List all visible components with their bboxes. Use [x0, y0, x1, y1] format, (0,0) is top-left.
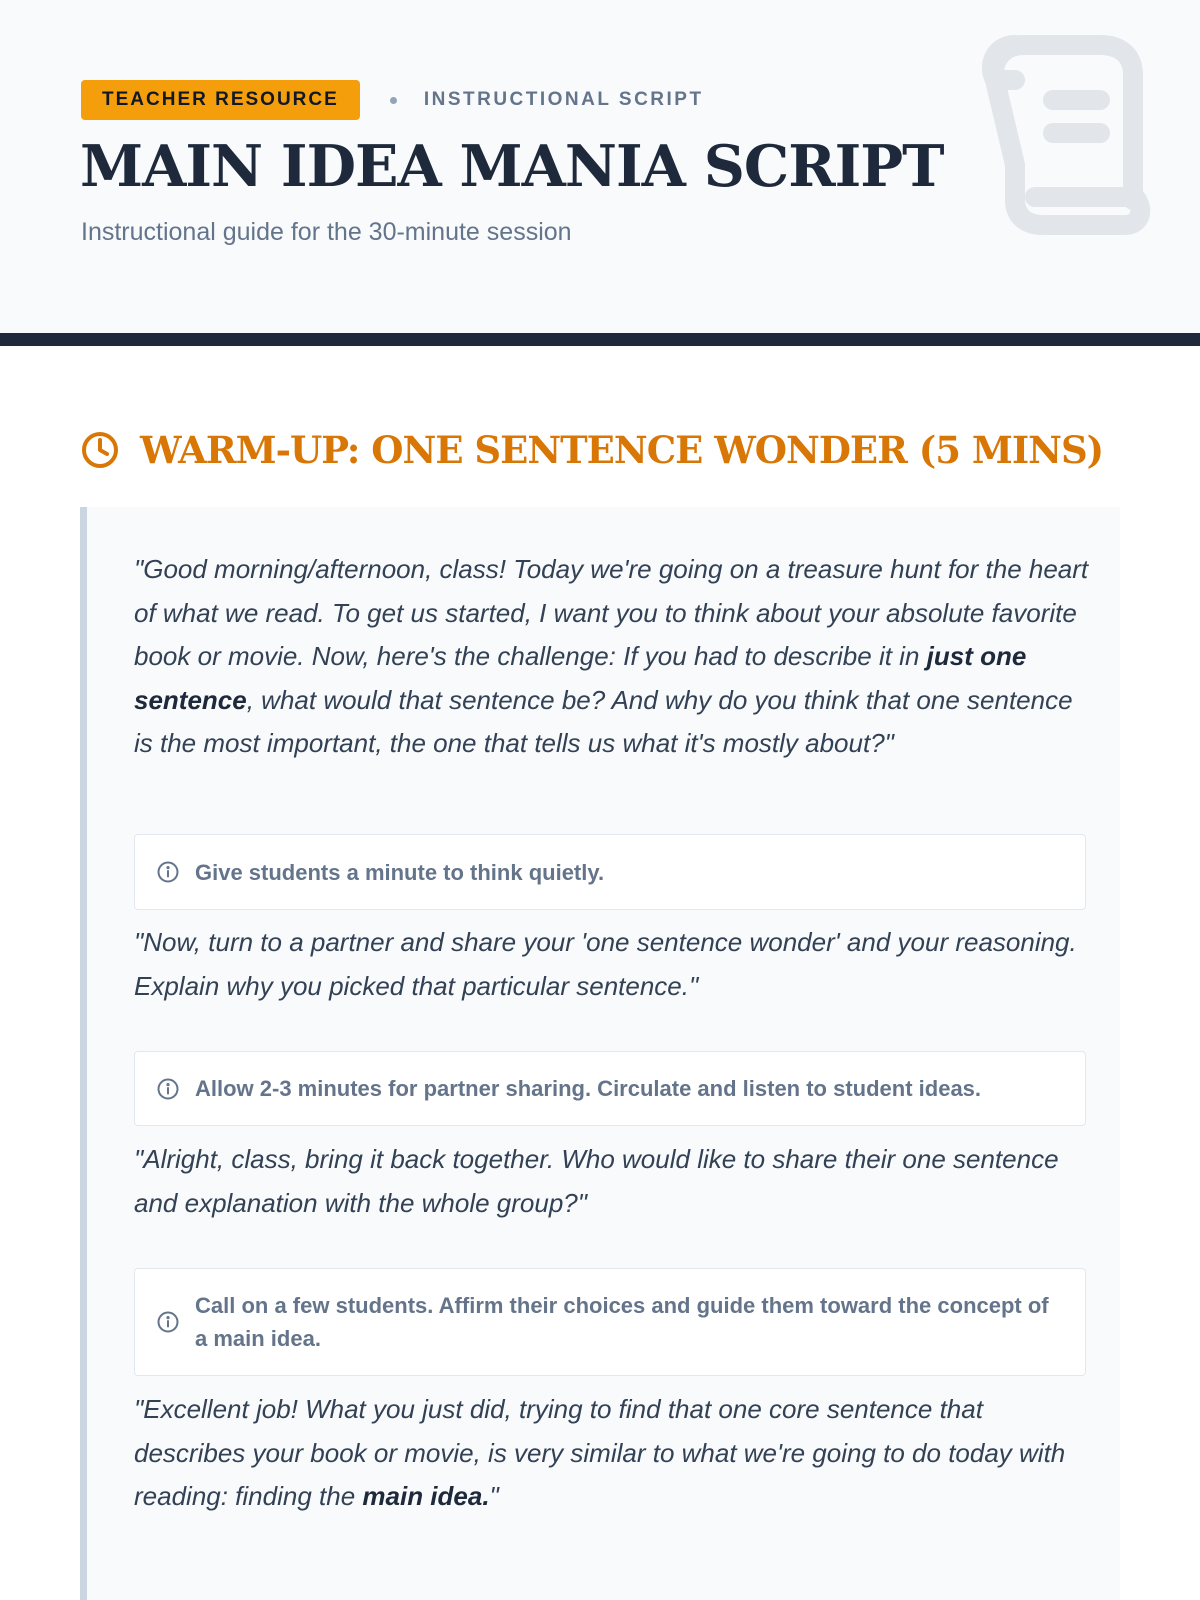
script-box	[80, 507, 1120, 1600]
info-icon	[157, 1311, 179, 1333]
document-kind: INSTRUCTIONAL SCRIPT	[423, 89, 704, 110]
script-quote-4: "Excellent job! What you just did, trying to find that one core sentence that describes your book or movie, is very similar to what we're going to do today with reading: finding the main idea."	[134, 1394, 1066, 1511]
teacher-note-text: Allow 2-3 minutes for partner sharing. Circulate and listen to student ideas.	[195, 1076, 982, 1101]
separator-dot	[390, 97, 397, 104]
resource-badge: TEACHER RESOURCE	[81, 80, 360, 120]
emphasis-text: just one sentence	[134, 641, 1027, 715]
teacher-note-2	[134, 1051, 1086, 1126]
section-heading	[80, 428, 1103, 472]
teacher-note-text: Give students a minute to think quietly.	[195, 859, 605, 885]
teacher-note-text: Call on a few students. Affirm their choices and guide them toward the concept of a main idea.	[195, 1293, 1049, 1351]
teacher-note-3	[134, 1268, 1086, 1376]
section-title: WARM-UP: ONE SENTENCE WONDER (5 MINS)	[140, 428, 1104, 472]
info-icon	[157, 1078, 179, 1100]
clock-icon	[80, 430, 120, 470]
scroll-icon	[975, 25, 1160, 240]
teacher-note-1	[134, 834, 1086, 910]
header-meta	[81, 80, 704, 120]
page-subtitle: Instructional guide for the 30-minute session	[81, 218, 572, 246]
page-header	[0, 0, 1200, 346]
script-quote-3: "Alright, class, bring it back together. Who would like to share their one sentence and explanation with the whole group?"	[134, 1144, 1059, 1218]
page-title: MAIN IDEA MANIA SCRIPT	[80, 133, 944, 200]
script-quote-2: "Now, turn to a partner and share your 'one sentence wonder' and your reasoning. Explain why you picked that particular sentence."	[134, 927, 1077, 1001]
info-icon	[157, 861, 179, 883]
emphasis-text: main idea.	[362, 1481, 490, 1511]
script-quote-1: "Good morning/afternoon, class! Today we're going on a treasure hunt for the heart of what we read. To get us started, I want you to think about your absolute favorite book or movie. Now, here's the challenge: If you had to describe it in just one sentence, what would that sentence be? And why do you think that one sentence is the most important, the one that tells us what it's mostly about?"	[134, 554, 1089, 758]
